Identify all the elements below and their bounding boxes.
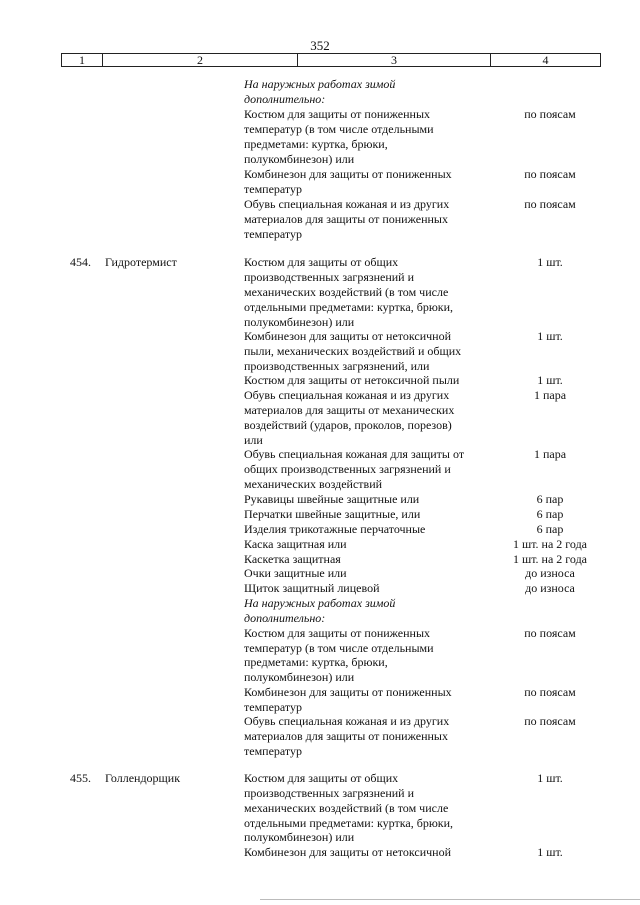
- item-line: производственных загрязнений, или: [244, 359, 430, 373]
- item-quantity: 6 пар: [536, 522, 564, 536]
- item-line: Комбинезон для защиты от пониженных: [244, 167, 452, 181]
- item-line: Костюм для защиты от пониженных: [244, 107, 431, 121]
- scan-edge-line: [260, 899, 640, 900]
- item-quantity: 1 шт.: [537, 845, 563, 859]
- item-line: отдельными предметами: куртка, брюки,: [244, 816, 454, 830]
- item-line: Обувь специальная кожаная и из других: [244, 388, 450, 402]
- item-quantity: по поясам: [524, 685, 576, 699]
- item-line: температур (в том числе отдельными: [244, 641, 434, 655]
- item-quantity: 1 шт.: [537, 373, 563, 387]
- item-line: производственных загрязнений и: [244, 786, 415, 800]
- item-quantity: по поясам: [524, 107, 576, 121]
- item-line: температур: [244, 227, 303, 241]
- item-line: материалов для защиты от механических: [244, 403, 455, 417]
- item-line: Обувь специальная кожаная и из других: [244, 714, 450, 728]
- item-quantity: по поясам: [524, 197, 576, 211]
- item-quantity: 1 шт.: [537, 255, 563, 269]
- item-quantity: 1 шт.: [537, 771, 563, 785]
- item-line: Обувь специальная кожаная и из других: [244, 197, 450, 211]
- item-line: Костюм для защиты от общих: [244, 255, 399, 269]
- item-quantity: 1 пара: [533, 388, 567, 402]
- item-line: Каскетка защитная: [244, 552, 341, 566]
- item-line: Обувь специальная кожаная для защиты от: [244, 447, 465, 461]
- winter-note: дополнительно:: [244, 611, 326, 625]
- item-line: предметами: куртка, брюки,: [244, 655, 388, 669]
- item-line: механических воздействий (в том числе: [244, 801, 449, 815]
- item-quantity: 1 шт.: [537, 329, 563, 343]
- column-header-row: [61, 53, 601, 67]
- winter-note: На наружных работах зимой: [244, 77, 396, 91]
- item-quantity: по поясам: [524, 626, 576, 640]
- item-line: Костюм для защиты от общих: [244, 771, 399, 785]
- item-line: или: [244, 433, 263, 447]
- item-line: производственных загрязнений и: [244, 270, 415, 284]
- item-line: температур: [244, 744, 303, 758]
- profession-name: Голлендорщик: [105, 771, 181, 785]
- item-quantity: до износа: [525, 581, 575, 595]
- item-line: Очки защитные или: [244, 566, 347, 580]
- item-quantity: 1 шт. на 2 года: [512, 537, 588, 551]
- column-header-1: 1: [79, 53, 85, 67]
- item-line: полукомбинезон) или: [244, 315, 355, 329]
- item-line: Комбинезон для защиты от пониженных: [244, 685, 452, 699]
- item-line: отдельными предметами: куртка, брюки,: [244, 300, 454, 314]
- column-header-4: 4: [542, 53, 549, 67]
- item-line: материалов для защиты от пониженных: [244, 729, 448, 743]
- item-line: механических воздействий (в том числе: [244, 285, 449, 299]
- item-line: Щиток защитный лицевой: [244, 581, 380, 595]
- item-line: полукомбинезон) или: [244, 670, 355, 684]
- item-quantity: 6 пар: [536, 507, 564, 521]
- item-line: полукомбинезон) или: [244, 152, 355, 166]
- item-quantity: по поясам: [524, 167, 576, 181]
- item-line: Костюм для защиты от пониженных: [244, 626, 431, 640]
- column-header-3: 3: [391, 53, 397, 67]
- page-number: 352: [310, 38, 330, 53]
- item-line: Комбинезон для защиты от нетоксичной: [244, 329, 452, 343]
- profession-name: Гидротермист: [105, 255, 177, 269]
- column-header-2: 2: [197, 53, 203, 67]
- item-line: Перчатки швейные защитные, или: [244, 507, 421, 521]
- item-line: Рукавицы швейные защитные или: [244, 492, 420, 506]
- item-line: Изделия трикотажные перчаточные: [244, 522, 426, 536]
- item-line: предметами: куртка, брюки,: [244, 137, 388, 151]
- item-quantity: 1 шт. на 2 года: [512, 552, 588, 566]
- item-line: полукомбинезон) или: [244, 830, 355, 844]
- item-line: воздействий (ударов, проколов, порезов): [244, 418, 452, 432]
- entry-number: 455.: [70, 771, 91, 785]
- item-line: пыли, механических воздействий и общих: [244, 344, 462, 358]
- item-line: общих производственных загрязнений и: [244, 462, 451, 476]
- item-line: Комбинезон для защиты от нетоксичной: [244, 845, 452, 859]
- item-line: Костюм для защиты от нетоксичной пыли: [244, 373, 460, 387]
- item-line: Каска защитная или: [244, 537, 347, 551]
- item-quantity: по поясам: [524, 714, 576, 728]
- item-line: механических воздействий: [244, 477, 383, 491]
- item-line: материалов для защиты от пониженных: [244, 212, 448, 226]
- item-quantity: 1 пара: [533, 447, 567, 461]
- item-quantity: до износа: [525, 566, 575, 580]
- item-line: температур: [244, 700, 303, 714]
- winter-note: На наружных работах зимой: [244, 596, 396, 610]
- entry-number: 454.: [70, 255, 91, 269]
- winter-note: дополнительно:: [244, 92, 326, 106]
- item-line: температур (в том числе отдельными: [244, 122, 434, 136]
- item-quantity: 6 пар: [536, 492, 564, 506]
- item-line: температур: [244, 182, 303, 196]
